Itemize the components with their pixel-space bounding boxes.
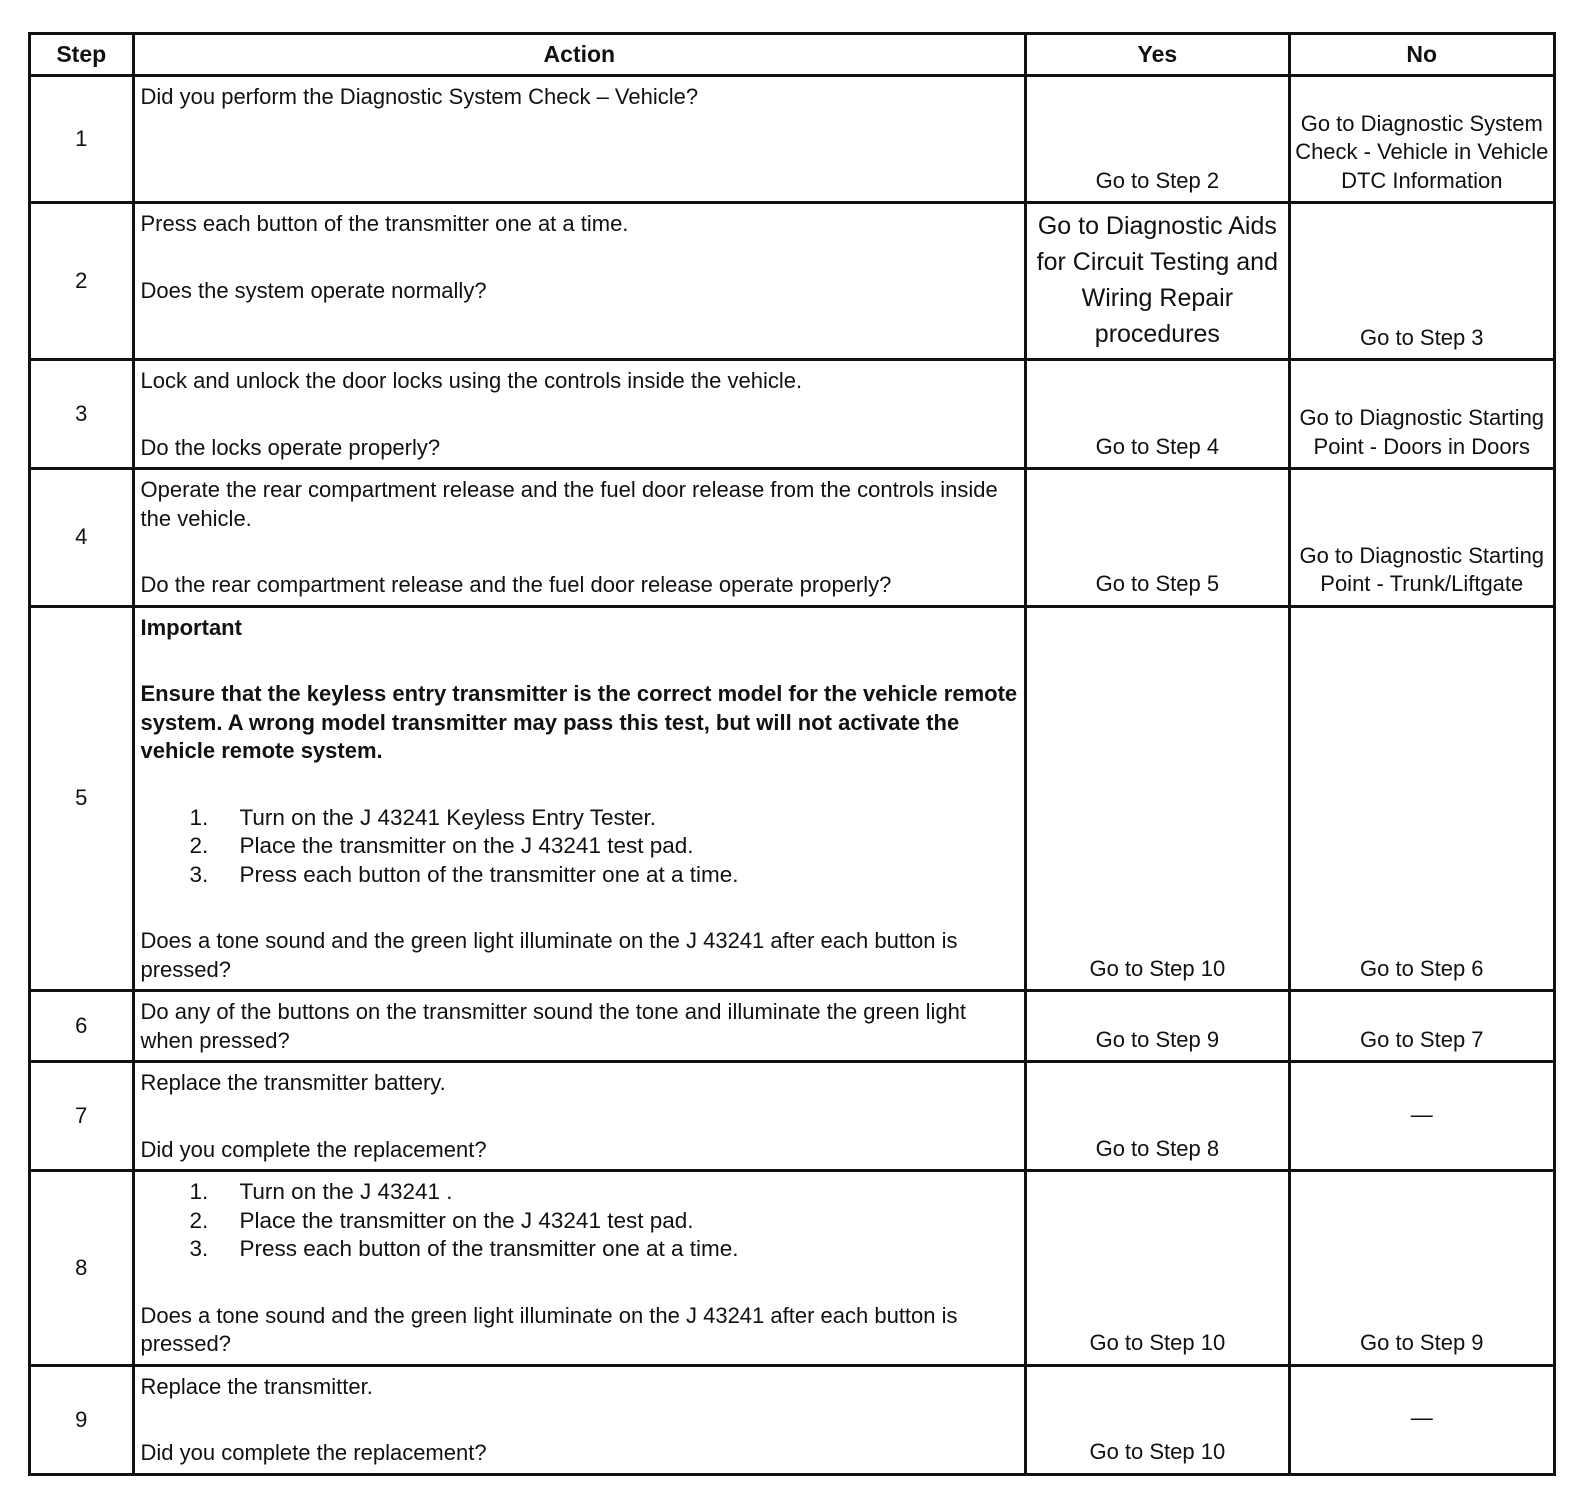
list-item: 2. Place the transmitter on the J 43241 test pad. bbox=[189, 833, 694, 858]
action-cell bbox=[133, 203, 1026, 360]
action-text: Replace the transmitter battery. bbox=[140, 1070, 446, 1095]
no-cell: Go to Step 9 bbox=[1289, 1171, 1554, 1366]
step-number: 1 bbox=[30, 76, 134, 203]
action-text: Press each button of the transmitter one at a time. bbox=[140, 211, 629, 236]
no-cell: — bbox=[1289, 1062, 1554, 1171]
step-number: 6 bbox=[30, 991, 134, 1062]
action-cell bbox=[133, 991, 1026, 1062]
important-note: Ensure that the keyless entry transmitter is the correct model for the vehicle remote system. A wrong model transmitter may pass this test, but will not activate the vehicle remote system. bbox=[140, 681, 1018, 763]
header-row bbox=[30, 34, 1555, 76]
no-cell: Go to Diagnostic System Check - Vehicle in Vehicle DTC Information bbox=[1289, 76, 1554, 203]
action-question: Do any of the buttons on the transmitter sound the tone and illuminate the green light when pressed? bbox=[140, 999, 967, 1053]
no-cell: Go to Diagnostic Starting Point - Trunk/Liftgate bbox=[1289, 469, 1554, 607]
yes-cell: Go to Step 10 bbox=[1026, 1171, 1289, 1366]
step-number: 3 bbox=[30, 360, 134, 469]
header-yes: Yes bbox=[1026, 34, 1289, 76]
action-question: Did you complete the replacement? bbox=[140, 1440, 487, 1465]
action-text: Replace the transmitter. bbox=[140, 1373, 373, 1399]
table-row bbox=[30, 991, 1555, 1062]
step-number: 7 bbox=[30, 1062, 134, 1171]
step-number: 9 bbox=[30, 1365, 134, 1474]
action-question: Do the rear compartment release and the fuel door release operate properly? bbox=[140, 572, 892, 597]
procedure-list bbox=[141, 1178, 1019, 1264]
action-cell bbox=[133, 1171, 1026, 1366]
no-cell: Go to Step 7 bbox=[1289, 991, 1554, 1062]
step-number: 8 bbox=[30, 1171, 134, 1366]
yes-cell: Go to Step 5 bbox=[1026, 469, 1289, 607]
important-heading: Important bbox=[140, 614, 242, 640]
list-item: 3. Press each button of the transmitter one at a time. bbox=[189, 1236, 739, 1261]
yes-cell: Go to Step 4 bbox=[1026, 360, 1289, 469]
action-cell bbox=[133, 1062, 1026, 1171]
table-row bbox=[30, 469, 1555, 607]
table-row bbox=[30, 360, 1555, 469]
table-row bbox=[30, 1365, 1555, 1474]
yes-cell: Go to Step 9 bbox=[1026, 991, 1289, 1062]
header-no: No bbox=[1289, 34, 1554, 76]
action-text: Operate the rear compartment release and the fuel door release from the controls inside the vehicle. bbox=[140, 477, 998, 531]
diagnostic-steps-table bbox=[28, 32, 1556, 1476]
action-cell bbox=[133, 606, 1026, 991]
action-question: Did you complete the replacement? bbox=[140, 1136, 487, 1162]
yes-cell: Go to Diagnostic Aids for Circuit Testing and Wiring Repair procedures bbox=[1026, 203, 1289, 360]
table-row bbox=[30, 1062, 1555, 1171]
action-cell bbox=[133, 469, 1026, 607]
list-item: 1. Turn on the J 43241 . bbox=[189, 1179, 453, 1204]
header-step: Step bbox=[30, 34, 134, 76]
action-question: Does a tone sound and the green light illuminate on the J 43241 after each button is pressed? bbox=[140, 1302, 958, 1356]
action-text: Did you perform the Diagnostic System Check – Vehicle? bbox=[140, 84, 699, 109]
yes-cell: Go to Step 8 bbox=[1026, 1062, 1289, 1171]
table-row bbox=[30, 76, 1555, 203]
list-item: 3. Press each button of the transmitter one at a time. bbox=[189, 861, 739, 887]
header-action: Action bbox=[133, 34, 1026, 76]
action-cell bbox=[133, 360, 1026, 469]
yes-cell: Go to Step 10 bbox=[1026, 1365, 1289, 1474]
action-cell bbox=[133, 76, 1026, 203]
no-cell: Go to Step 6 bbox=[1289, 606, 1554, 991]
no-cell: — bbox=[1289, 1365, 1554, 1474]
step-number: 2 bbox=[30, 203, 134, 360]
no-cell: Go to Diagnostic Starting Point - Doors in Doors bbox=[1289, 360, 1554, 469]
no-cell: Go to Step 3 bbox=[1289, 203, 1554, 360]
action-cell bbox=[133, 1365, 1026, 1474]
table-row bbox=[30, 203, 1555, 360]
procedure-list bbox=[141, 804, 1019, 890]
action-question: Does a tone sound and the green light illuminate on the J 43241 after each button is pressed? bbox=[140, 928, 958, 982]
list-item: 2. Place the transmitter on the J 43241 test pad. bbox=[189, 1207, 694, 1233]
table-row bbox=[30, 1171, 1555, 1366]
action-question: Do the locks operate properly? bbox=[140, 434, 441, 460]
action-text: Lock and unlock the door locks using the controls inside the vehicle. bbox=[140, 368, 803, 393]
yes-cell: Go to Step 2 bbox=[1026, 76, 1289, 203]
step-number: 5 bbox=[30, 606, 134, 991]
step-number: 4 bbox=[30, 469, 134, 607]
yes-cell: Go to Step 10 bbox=[1026, 606, 1289, 991]
list-item: 1. Turn on the J 43241 Keyless Entry Tester. bbox=[189, 804, 656, 830]
action-question: Does the system operate normally? bbox=[140, 277, 487, 303]
table-row bbox=[30, 606, 1555, 991]
